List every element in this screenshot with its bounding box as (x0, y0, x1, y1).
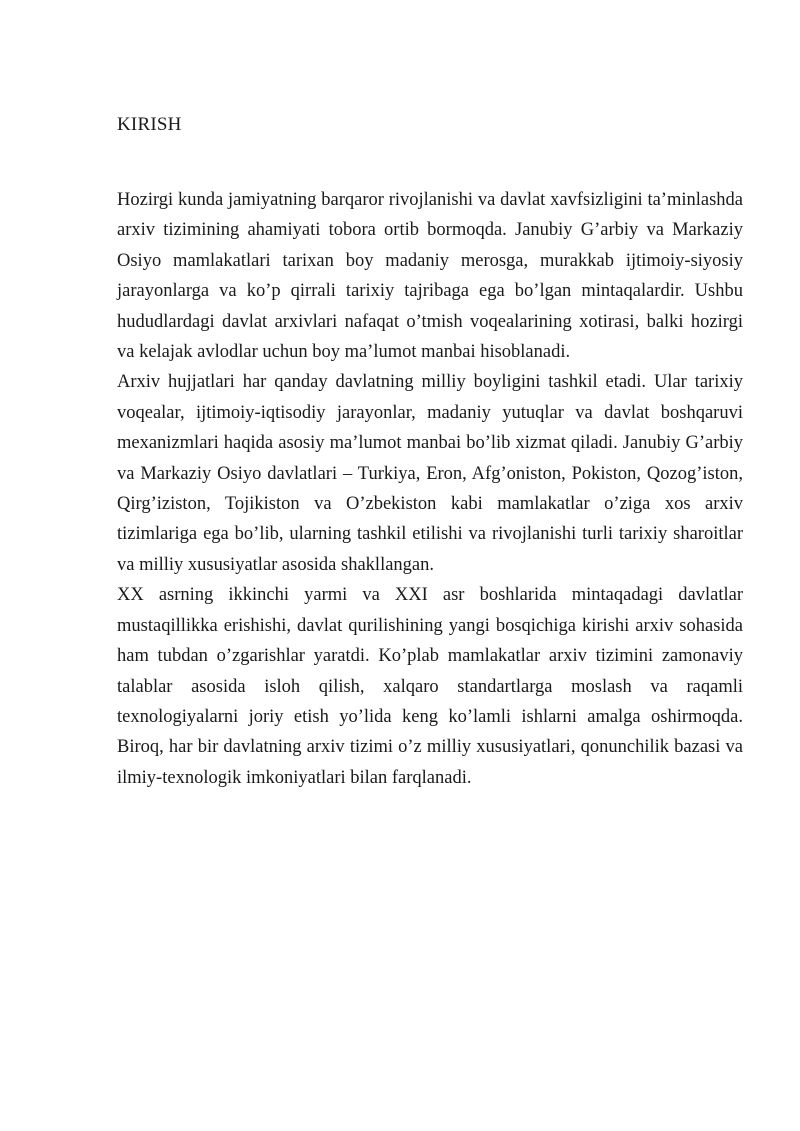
body-text (117, 185, 743, 793)
paragraph-1: Hozirgi kunda jamiyatning barqaror rivojlanishi va davlat xavfsizligini ta’minlashda arxiv tizimining ahamiyati tobora ortib bormoqda. Janubiy G’arbiy va Markaziy Osiyo mamlakatlari tarixan boy madaniy merosga, murakkab ijtimoiy-siyosiy jarayonlarga va ko’p qirrali tarixiy tajribaga ega bo’lgan mintaqalardir. Ushbu hududlardagi davlat arxivlari nafaqat o’tmish voqealarining xotirasi, balki hozirgi va kelajak avlodlar uchun boy ma’lumot manbai hisoblanadi. (117, 190, 743, 363)
paragraph-2: Arxiv hujjatlari har qanday davlatning milliy boyligini tashkil etadi. Ular tarixiy voqealar, ijtimoiy-iqtisodiy jarayonlar, madaniy yutuqlar va davlat boshqaruvi mexanizmlari haqida asosiy ma’lumot manbai bo’lib xizmat qiladi. Janubiy G’arbiy va Markaziy Osiyo davlatlari – Turkiya, Eron, Afg’oniston, Pokiston, Qozog’iston, Qirg’iziston, Tojikiston va O’zbekiston kabi mamlakatlar o’ziga xos arxiv tizimlariga ega bo’lib, ularning tashkil etilishi va rivojlanishi turli tarixiy sharoitlar va milliy xususiyatlar asosida shakllangan. (117, 372, 743, 575)
section-heading: KIRISH (117, 114, 182, 135)
paragraph-3: XX asrning ikkinchi yarmi va XXI asr boshlarida mintaqadagi davlatlar mustaqillikka erishishi, davlat qurilishining yangi bosqichiga kirishi arxiv sohasida ham tubdan o’zgarishlar yaratdi. Ko’plab mamlakatlar arxiv tizimini zamonaviy talablar asosida isloh qilish, xalqaro standartlarga moslash va raqamli texnologiyalarni joriy etish yo’lida keng ko’lamli ishlarni amalga oshirmoqda. Biroq, har bir davlatning arxiv tizimi o’z milliy xususiyatlari, qonunchilik bazasi va ilmiy-texnologik imkoniyatlari bilan farqlanadi. (117, 585, 743, 788)
